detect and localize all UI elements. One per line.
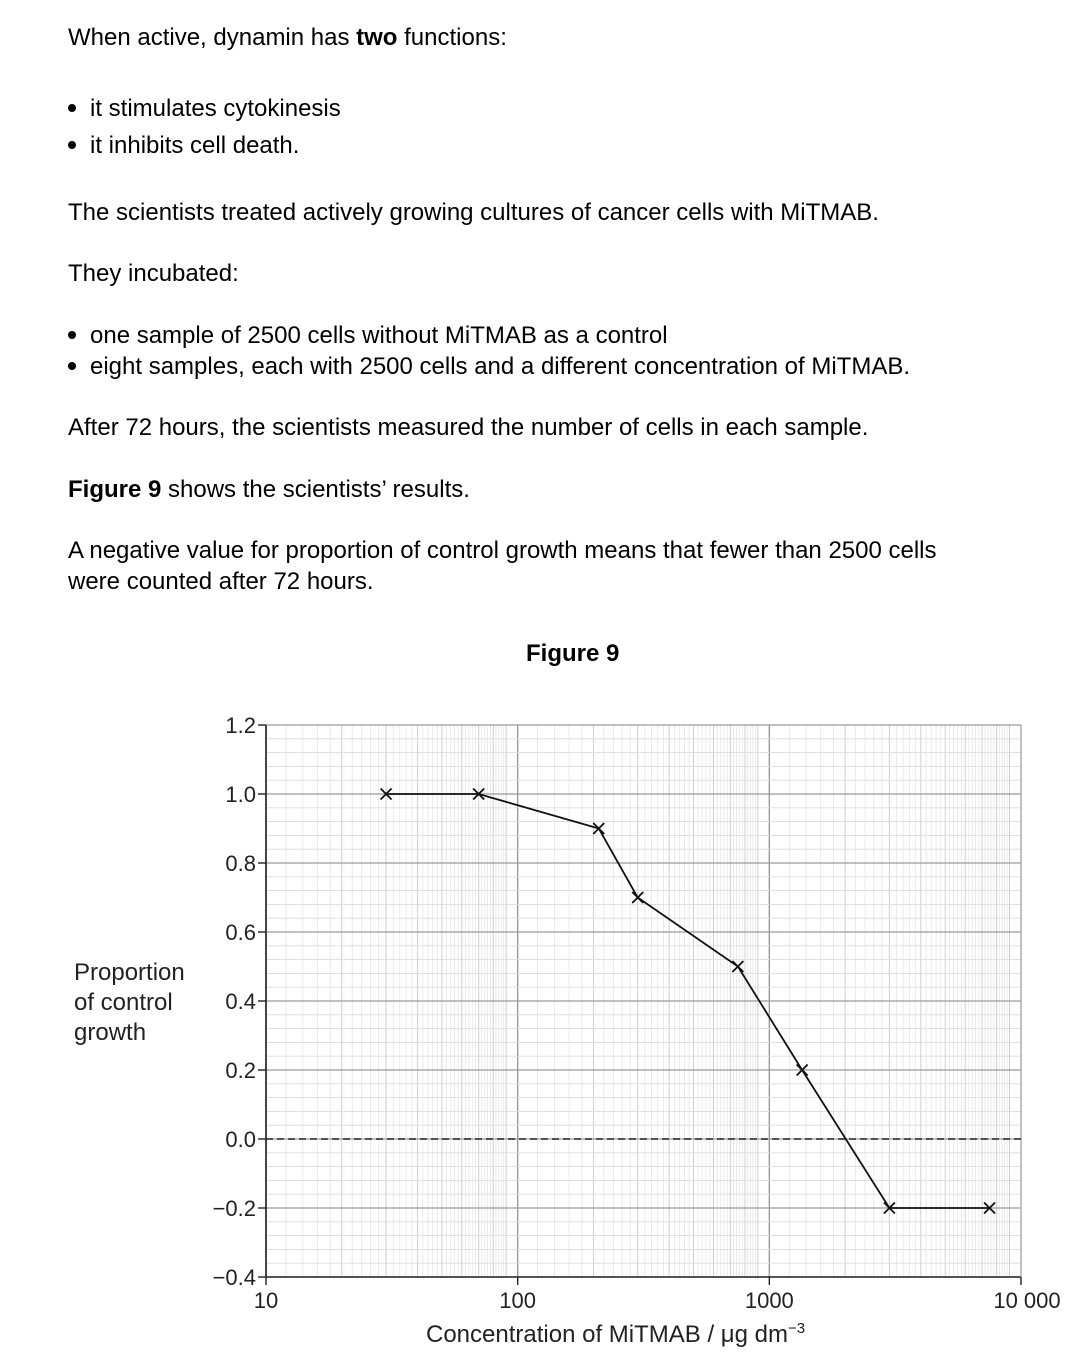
y-tick-label: −0.2	[212, 1196, 256, 1221]
treated-text: The scientists treated actively growing cultures of cancer cells with MiTMAB.	[68, 199, 879, 226]
y-axis-label: Proportion of control growth	[74, 959, 185, 1046]
data-point-marker	[593, 823, 604, 834]
figure-title: Figure 9	[526, 640, 620, 667]
negative-text-line2: were counted after 72 hours.	[68, 568, 374, 595]
y-tick-label: 0.8	[225, 851, 256, 876]
list-item: eight samples, each with 2500 cells and a different concentration of MiTMAB.	[68, 351, 910, 382]
y-tick-label: −0.4	[212, 1265, 256, 1290]
x-axis-label: Concentration of MiTMAB / μg $dm^{-3}$	[426, 1320, 806, 1348]
list-item: it inhibits cell death.	[68, 130, 299, 161]
x-tick-label: 10	[253, 1288, 279, 1313]
x-tick-label: 1000	[744, 1288, 794, 1313]
y-tick-label: 0.4	[225, 989, 256, 1014]
negative-text-line1: A negative value for proportion of control growth means that fewer than 2500 cells	[68, 537, 937, 564]
list-item: it stimulates cytokinesis	[68, 93, 341, 124]
y-tick-label: 1.2	[225, 713, 256, 738]
x-tick-label: 100	[499, 1288, 537, 1313]
y-tick-label: 0.6	[225, 920, 256, 945]
data-point-marker	[732, 961, 743, 972]
x-tick-label: 10 000	[993, 1288, 1061, 1313]
figure-ref-text: Figure 9 shows the scientists’ results.	[68, 476, 470, 503]
y-tick-label: 0.2	[225, 1058, 256, 1083]
list-item: one sample of 2500 cells without MiTMAB as a control	[68, 320, 668, 351]
y-tick-label: 0.0	[225, 1127, 256, 1152]
incubated-text: They incubated:	[68, 260, 239, 287]
measured-text: After 72 hours, the scientists measured the number of cells in each sample.	[68, 414, 869, 441]
intro-text: When active, dynamin has two functions:	[68, 24, 507, 51]
y-tick-label: 1.0	[225, 782, 256, 807]
